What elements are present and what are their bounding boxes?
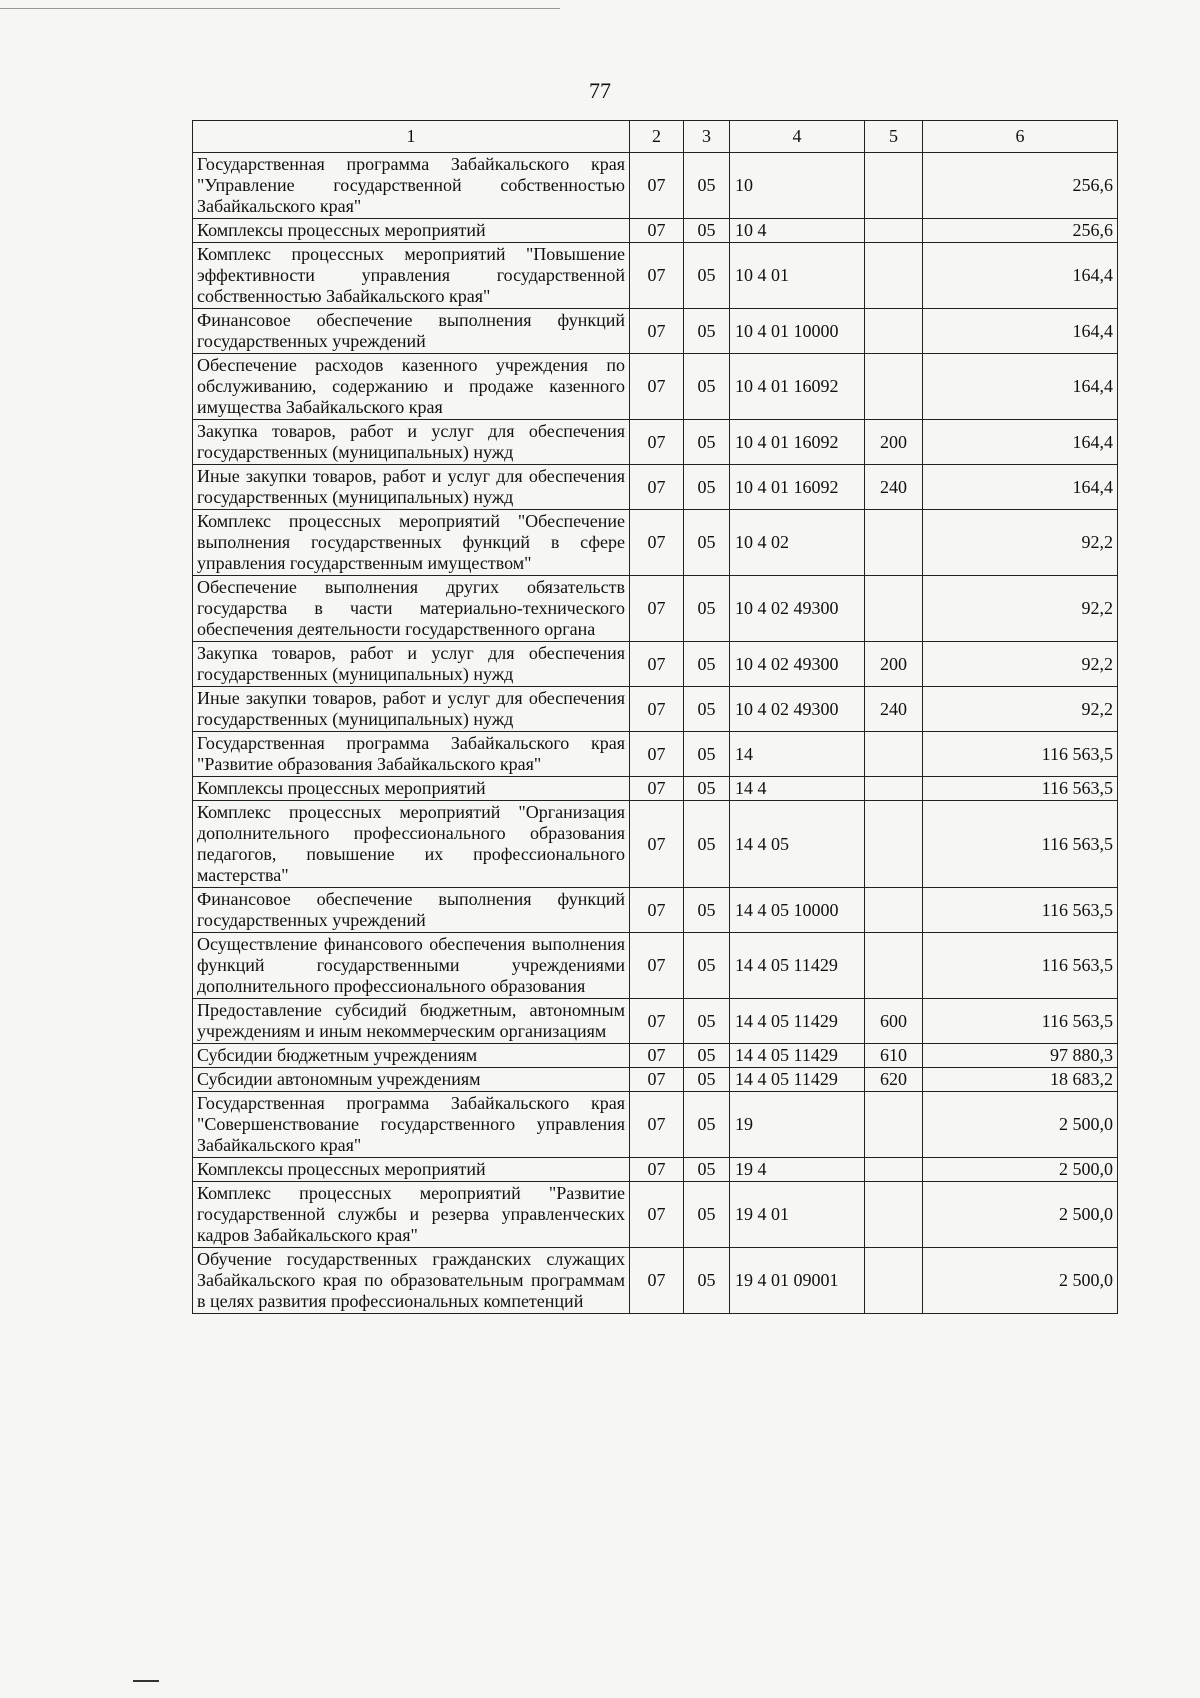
row-target-code-cell: 10 4 02: [730, 510, 865, 576]
row-name-cell: Государственная программа Забайкальского края "Совершенствование государственного управления Забайкальского края": [193, 1092, 630, 1158]
table-row: [193, 687, 1118, 732]
row-target-code-cell: 10 4 01 16092: [730, 420, 865, 465]
row-target-code-cell: 14 4 05 11429: [730, 1044, 865, 1068]
row-section-cell: 07: [630, 687, 684, 732]
row-amount-cell: 116 563,5: [923, 777, 1118, 801]
row-target-code-cell: 19 4 01 09001: [730, 1248, 865, 1314]
row-section-cell: 07: [630, 420, 684, 465]
row-name-cell: Иные закупки товаров, работ и услуг для обеспечения государственных (муниципальных) нужд: [193, 687, 630, 732]
row-amount-cell: 2 500,0: [923, 1182, 1118, 1248]
table-row: [193, 732, 1118, 777]
row-subsection-cell: 05: [684, 510, 730, 576]
row-target-code-cell: 14 4 05 11429: [730, 933, 865, 999]
row-subsection-cell: 05: [684, 642, 730, 687]
row-target-code-cell: 10 4 01 10000: [730, 309, 865, 354]
row-target-code-cell: 10 4 01: [730, 243, 865, 309]
row-target-code-cell: 10 4 01 16092: [730, 354, 865, 420]
table-row: [193, 243, 1118, 309]
row-subsection-cell: 05: [684, 1248, 730, 1314]
row-section-cell: 07: [630, 1158, 684, 1182]
row-subsection-cell: 05: [684, 309, 730, 354]
row-name-cell: Комплекс процессных мероприятий "Обеспечение выполнения государственных функций в сфере управления государственным имуществом": [193, 510, 630, 576]
row-amount-cell: 2 500,0: [923, 1248, 1118, 1314]
row-expense-type-cell: [865, 219, 923, 243]
row-section-cell: 07: [630, 243, 684, 309]
row-amount-cell: 256,6: [923, 219, 1118, 243]
row-subsection-cell: 05: [684, 1158, 730, 1182]
row-expense-type-cell: 610: [865, 1044, 923, 1068]
row-name-cell: Комплекс процессных мероприятий "Развитие государственной службы и резерва управленческих кадров Забайкальского края": [193, 1182, 630, 1248]
table-row: [193, 888, 1118, 933]
row-expense-type-cell: [865, 576, 923, 642]
row-section-cell: 07: [630, 801, 684, 888]
header-cell-2: 2: [630, 121, 684, 153]
row-expense-type-cell: [865, 732, 923, 777]
row-amount-cell: 92,2: [923, 642, 1118, 687]
row-amount-cell: 97 880,3: [923, 1044, 1118, 1068]
row-section-cell: 07: [630, 999, 684, 1044]
header-cell-1: 1: [193, 121, 630, 153]
row-name-cell: Финансовое обеспечение выполнения функций государственных учреждений: [193, 888, 630, 933]
row-subsection-cell: 05: [684, 1044, 730, 1068]
row-name-cell: Закупка товаров, работ и услуг для обеспечения государственных (муниципальных) нужд: [193, 642, 630, 687]
row-name-cell: Государственная программа Забайкальского края "Управление государственной собственностью Забайкальского края": [193, 153, 630, 219]
row-name-cell: Финансовое обеспечение выполнения функций государственных учреждений: [193, 309, 630, 354]
row-subsection-cell: 05: [684, 801, 730, 888]
row-expense-type-cell: [865, 1248, 923, 1314]
row-subsection-cell: 05: [684, 153, 730, 219]
row-name-cell: Закупка товаров, работ и услуг для обеспечения государственных (муниципальных) нужд: [193, 420, 630, 465]
row-section-cell: 07: [630, 465, 684, 510]
row-name-cell: Осуществление финансового обеспечения выполнения функций государственными учреждениями дополнительного профессионального образования: [193, 933, 630, 999]
row-section-cell: 07: [630, 354, 684, 420]
scan-edge-mark: [133, 1680, 159, 1682]
row-section-cell: 07: [630, 777, 684, 801]
row-subsection-cell: 05: [684, 219, 730, 243]
row-expense-type-cell: [865, 354, 923, 420]
header-cell-6: 6: [923, 121, 1118, 153]
table-row: [193, 933, 1118, 999]
row-amount-cell: 164,4: [923, 420, 1118, 465]
row-expense-type-cell: 600: [865, 999, 923, 1044]
row-target-code-cell: 10 4 02 49300: [730, 642, 865, 687]
row-subsection-cell: 05: [684, 576, 730, 642]
row-amount-cell: 164,4: [923, 465, 1118, 510]
row-subsection-cell: 05: [684, 888, 730, 933]
row-name-cell: Комплексы процессных мероприятий: [193, 219, 630, 243]
header-cell-3: 3: [684, 121, 730, 153]
row-expense-type-cell: [865, 888, 923, 933]
row-subsection-cell: 05: [684, 1182, 730, 1248]
budget-table: [192, 120, 1118, 1314]
row-section-cell: 07: [630, 1044, 684, 1068]
table-row: [193, 309, 1118, 354]
row-name-cell: Субсидии бюджетным учреждениям: [193, 1044, 630, 1068]
row-amount-cell: 164,4: [923, 354, 1118, 420]
row-section-cell: 07: [630, 732, 684, 777]
row-section-cell: 07: [630, 153, 684, 219]
table-row: [193, 420, 1118, 465]
row-amount-cell: 18 683,2: [923, 1068, 1118, 1092]
table-row: [193, 801, 1118, 888]
row-amount-cell: 92,2: [923, 576, 1118, 642]
table-row: [193, 999, 1118, 1044]
row-section-cell: 07: [630, 576, 684, 642]
row-amount-cell: 116 563,5: [923, 732, 1118, 777]
table-row: [193, 576, 1118, 642]
table-row: [193, 642, 1118, 687]
row-target-code-cell: 14 4 05 11429: [730, 999, 865, 1044]
row-name-cell: Иные закупки товаров, работ и услуг для обеспечения государственных (муниципальных) нужд: [193, 465, 630, 510]
row-expense-type-cell: [865, 777, 923, 801]
table-header-row: [193, 121, 1118, 153]
row-section-cell: 07: [630, 309, 684, 354]
row-subsection-cell: 05: [684, 420, 730, 465]
row-subsection-cell: 05: [684, 777, 730, 801]
row-name-cell: Комплексы процессных мероприятий: [193, 777, 630, 801]
row-target-code-cell: 14 4 05 11429: [730, 1068, 865, 1092]
row-subsection-cell: 05: [684, 1068, 730, 1092]
row-amount-cell: 164,4: [923, 243, 1118, 309]
table-row: [193, 1092, 1118, 1158]
row-subsection-cell: 05: [684, 999, 730, 1044]
row-subsection-cell: 05: [684, 465, 730, 510]
row-target-code-cell: 10 4 02 49300: [730, 576, 865, 642]
table-row: [193, 1158, 1118, 1182]
row-subsection-cell: 05: [684, 732, 730, 777]
row-subsection-cell: 05: [684, 1092, 730, 1158]
row-name-cell: Комплексы процессных мероприятий: [193, 1158, 630, 1182]
table-row: [193, 1044, 1118, 1068]
row-name-cell: Обеспечение выполнения других обязательств государства в части материально-технического обеспечения деятельности государственного органа: [193, 576, 630, 642]
row-amount-cell: 116 563,5: [923, 999, 1118, 1044]
row-section-cell: 07: [630, 1068, 684, 1092]
row-section-cell: 07: [630, 510, 684, 576]
row-amount-cell: 92,2: [923, 510, 1118, 576]
header-cell-5: 5: [865, 121, 923, 153]
row-subsection-cell: 05: [684, 933, 730, 999]
row-section-cell: 07: [630, 933, 684, 999]
row-amount-cell: 256,6: [923, 153, 1118, 219]
row-target-code-cell: 14 4 05: [730, 801, 865, 888]
row-name-cell: Предоставление субсидий бюджетным, автономным учреждениям и иным некоммерческим организациям: [193, 999, 630, 1044]
row-section-cell: 07: [630, 642, 684, 687]
row-target-code-cell: 19: [730, 1092, 865, 1158]
row-section-cell: 07: [630, 219, 684, 243]
row-target-code-cell: 10: [730, 153, 865, 219]
row-expense-type-cell: [865, 1092, 923, 1158]
row-amount-cell: 116 563,5: [923, 888, 1118, 933]
row-subsection-cell: 05: [684, 354, 730, 420]
table-row: [193, 219, 1118, 243]
table-row: [193, 354, 1118, 420]
row-subsection-cell: 05: [684, 243, 730, 309]
row-expense-type-cell: 240: [865, 465, 923, 510]
row-expense-type-cell: 200: [865, 642, 923, 687]
row-section-cell: 07: [630, 888, 684, 933]
row-name-cell: Комплекс процессных мероприятий "Повышение эффективности управления государственной собственностью Забайкальского края": [193, 243, 630, 309]
row-target-code-cell: 10 4 01 16092: [730, 465, 865, 510]
table-row: [193, 777, 1118, 801]
row-expense-type-cell: [865, 309, 923, 354]
row-target-code-cell: 14 4: [730, 777, 865, 801]
row-expense-type-cell: [865, 510, 923, 576]
row-amount-cell: 116 563,5: [923, 801, 1118, 888]
row-target-code-cell: 19 4 01: [730, 1182, 865, 1248]
row-amount-cell: 2 500,0: [923, 1092, 1118, 1158]
row-target-code-cell: 14 4 05 10000: [730, 888, 865, 933]
row-expense-type-cell: [865, 801, 923, 888]
row-name-cell: Обучение государственных гражданских служащих Забайкальского края по образовательным программам в целях развития профессиональных компетенций: [193, 1248, 630, 1314]
row-expense-type-cell: [865, 1182, 923, 1248]
table-row: [193, 1068, 1118, 1092]
row-target-code-cell: 19 4: [730, 1158, 865, 1182]
row-amount-cell: 116 563,5: [923, 933, 1118, 999]
row-section-cell: 07: [630, 1182, 684, 1248]
row-expense-type-cell: [865, 933, 923, 999]
row-expense-type-cell: 200: [865, 420, 923, 465]
row-expense-type-cell: [865, 243, 923, 309]
row-expense-type-cell: [865, 1158, 923, 1182]
row-section-cell: 07: [630, 1092, 684, 1158]
table-row: [193, 1182, 1118, 1248]
header-cell-4: 4: [730, 121, 865, 153]
row-subsection-cell: 05: [684, 687, 730, 732]
scan-edge-line: [0, 8, 560, 9]
row-expense-type-cell: 240: [865, 687, 923, 732]
row-name-cell: Субсидии автономным учреждениям: [193, 1068, 630, 1092]
table-body: [193, 153, 1118, 1314]
page-number: 77: [589, 78, 611, 103]
row-section-cell: 07: [630, 1248, 684, 1314]
table-row: [193, 510, 1118, 576]
row-name-cell: Государственная программа Забайкальского края "Развитие образования Забайкальского края": [193, 732, 630, 777]
row-target-code-cell: 10 4 02 49300: [730, 687, 865, 732]
table-row: [193, 1248, 1118, 1314]
row-amount-cell: 164,4: [923, 309, 1118, 354]
row-name-cell: Комплекс процессных мероприятий "Организация дополнительного профессионального образования педагогов, повышение их профессионального мастерства": [193, 801, 630, 888]
row-target-code-cell: 10 4: [730, 219, 865, 243]
row-target-code-cell: 14: [730, 732, 865, 777]
row-amount-cell: 92,2: [923, 687, 1118, 732]
table-row: [193, 465, 1118, 510]
row-expense-type-cell: [865, 153, 923, 219]
row-amount-cell: 2 500,0: [923, 1158, 1118, 1182]
row-expense-type-cell: 620: [865, 1068, 923, 1092]
table-row: [193, 153, 1118, 219]
row-name-cell: Обеспечение расходов казенного учреждения по обслуживанию, содержанию и продаже казенного имущества Забайкальского края: [193, 354, 630, 420]
